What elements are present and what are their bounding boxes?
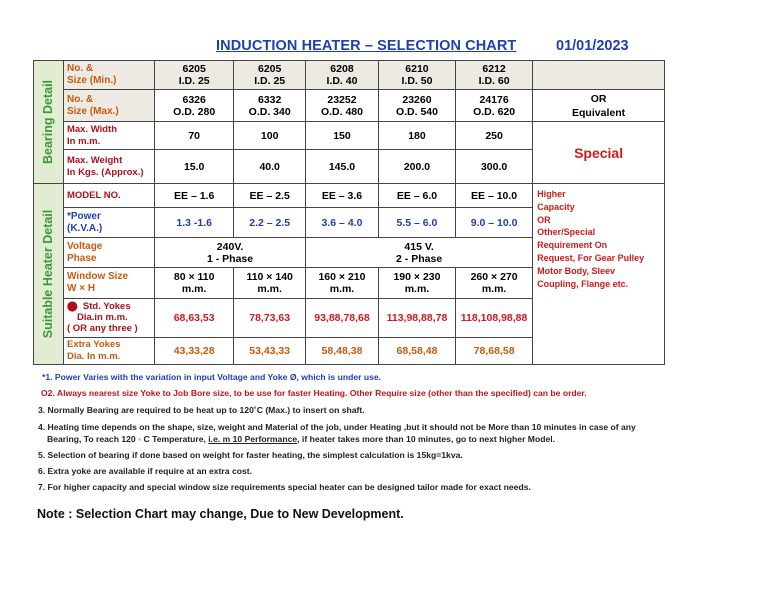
max-width-cell: 70	[155, 122, 234, 150]
bearing-detail-side	[34, 61, 64, 184]
note-4a: 4. Heating time depends on the shape, size, weight and Material of the job, under Heating ,but it should not be More than 10 minutes in case of any	[38, 422, 636, 432]
note-1: *1. Power Varies with the variation in input Voltage and Yoke Ø, which is under use.	[42, 372, 382, 382]
size-min-cell: 6205 I.D. 25	[234, 61, 306, 90]
heater-detail-side	[34, 184, 64, 365]
extra-yokes-cell: 58,48,38	[306, 337, 379, 364]
std-yokes-cell: 78,73,63	[234, 298, 306, 337]
max-weight-cell: 300.0	[456, 150, 533, 184]
row-size-max	[34, 90, 665, 122]
max-weight-cell: 200.0	[378, 150, 455, 184]
extra-yokes-label: Extra Yokes Dia. In m.m.	[63, 337, 154, 364]
power-cell: 1.3 -1.6	[155, 208, 234, 238]
size-max-label: No. & Size (Max.)	[63, 90, 154, 122]
size-min-cell: 6205 I.D. 25	[155, 61, 234, 90]
window-cell: 260 × 270 m.m.	[456, 268, 533, 298]
special-cell: Special	[533, 122, 665, 184]
std-yokes-cell: 93,88,78,68	[306, 298, 379, 337]
selection-chart-table	[33, 60, 665, 365]
power-cell: 2.2 – 2.5	[234, 208, 306, 238]
voltage-240-cell: 240V. 1 - Phase	[155, 238, 306, 268]
bearing-detail-label: Bearing Detail	[41, 79, 56, 165]
note-7: 7. For higher capacity and special window size requirements special heater can be designed tailor made for exact needs.	[38, 482, 531, 492]
model-label: MODEL NO.	[63, 184, 154, 208]
row-max-width	[34, 122, 665, 150]
heater-detail-label: Suitable Heater Detail	[41, 209, 56, 339]
window-cell: 160 × 210 m.m.	[306, 268, 379, 298]
extra-yokes-cell: 53,43,33	[234, 337, 306, 364]
note-4b: Bearing, To reach 120 ◦ C Temperature, i.e. m 10 Performance, if heater takes more than 10 minutes, go to next higher Model.	[47, 434, 556, 444]
std-yokes-cell: 118,108,98,88	[456, 298, 533, 337]
extra-yokes-cell: 43,33,28	[155, 337, 234, 364]
max-width-cell: 100	[234, 122, 306, 150]
std-yokes-cell: 113,98,88,78	[378, 298, 455, 337]
chart-title: INDUCTION HEATER – SELECTION CHART	[216, 38, 517, 54]
max-weight-cell: 145.0	[306, 150, 379, 184]
max-width-cell: 250	[456, 122, 533, 150]
size-max-cell: 23252 O.D. 480	[306, 90, 379, 122]
chart-date: 01/01/2023	[556, 38, 629, 54]
size-max-cell: 6332 O.D. 340	[234, 90, 306, 122]
size-min-cell: 6210 I.D. 50	[378, 61, 455, 90]
extra-yokes-cell: 78,68,58	[456, 337, 533, 364]
window-label: Window Size W × H	[63, 268, 154, 298]
max-weight-label: Max. Weight In Kgs. (Approx.)	[63, 150, 154, 184]
size-min-label: No. & Size (Min.)	[63, 61, 154, 90]
voltage-label: Voltage Phase	[63, 238, 154, 268]
bullet-icon: ⬤	[66, 301, 78, 313]
power-cell: 3.6 – 4.0	[306, 208, 379, 238]
size-min-cell: 6212 I.D. 60	[456, 61, 533, 90]
max-width-label: Max. Width In m.m.	[63, 122, 154, 150]
note-3: 3. Normally Bearing are required to be heat up to 120˚C (Max.) to insert on shaft.	[38, 405, 365, 415]
std-yokes-label: ⬤ Std. Yokes Dia.in m.m. ( OR any three )	[63, 298, 154, 337]
row-model	[34, 184, 665, 208]
note-2: O2. Always nearest size Yoke to Job Bore size, to be use for faster Heating. Other Require size (other than the specified) can be order.	[41, 388, 587, 398]
model-cell: EE – 10.0	[456, 184, 533, 208]
extra-yokes-cell: 68,58,48	[378, 337, 455, 364]
max-weight-cell: 15.0	[155, 150, 234, 184]
model-cell: EE – 1.6	[155, 184, 234, 208]
size-max-cell: 6326 O.D. 280	[155, 90, 234, 122]
power-cell: 5.5 – 6.0	[378, 208, 455, 238]
row-size-min	[34, 61, 665, 90]
power-cell: 9.0 – 10.0	[456, 208, 533, 238]
std-yokes-cell: 68,63,53	[155, 298, 234, 337]
power-label: *Power (K.V.A.)	[63, 208, 154, 238]
max-weight-cell: 40.0	[234, 150, 306, 184]
model-cell: EE – 2.5	[234, 184, 306, 208]
model-cell: EE – 3.6	[306, 184, 379, 208]
max-width-cell: 150	[306, 122, 379, 150]
or-equivalent-cell: OR Equivalent	[533, 90, 665, 122]
window-cell: 110 × 140 m.m.	[234, 268, 306, 298]
footer-note: Note : Selection Chart may change, Due to New Development.	[37, 507, 404, 521]
higher-capacity-note: Higher Capacity OR Other/Special Requirement On Request, For Gear Pulley Motor Body, Sleev Coupling, Flange etc.	[533, 184, 665, 365]
size-min-cell: 6208 I.D. 40	[306, 61, 379, 90]
window-cell: 80 × 110 m.m.	[155, 268, 234, 298]
note-5: 5. Selection of bearing if done based on weight for faster heating, the simplest calculation is 15kg=1kva.	[38, 450, 463, 460]
note-6: 6. Extra yoke are available if require at an extra cost.	[38, 466, 252, 476]
voltage-415-cell: 415 V. 2 - Phase	[306, 238, 533, 268]
model-cell: EE – 6.0	[378, 184, 455, 208]
max-width-cell: 180	[378, 122, 455, 150]
size-max-cell: 24176 O.D. 620	[456, 90, 533, 122]
size-max-cell: 23260 O.D. 540	[378, 90, 455, 122]
window-cell: 190 × 230 m.m.	[378, 268, 455, 298]
size-min-extra	[533, 61, 665, 90]
